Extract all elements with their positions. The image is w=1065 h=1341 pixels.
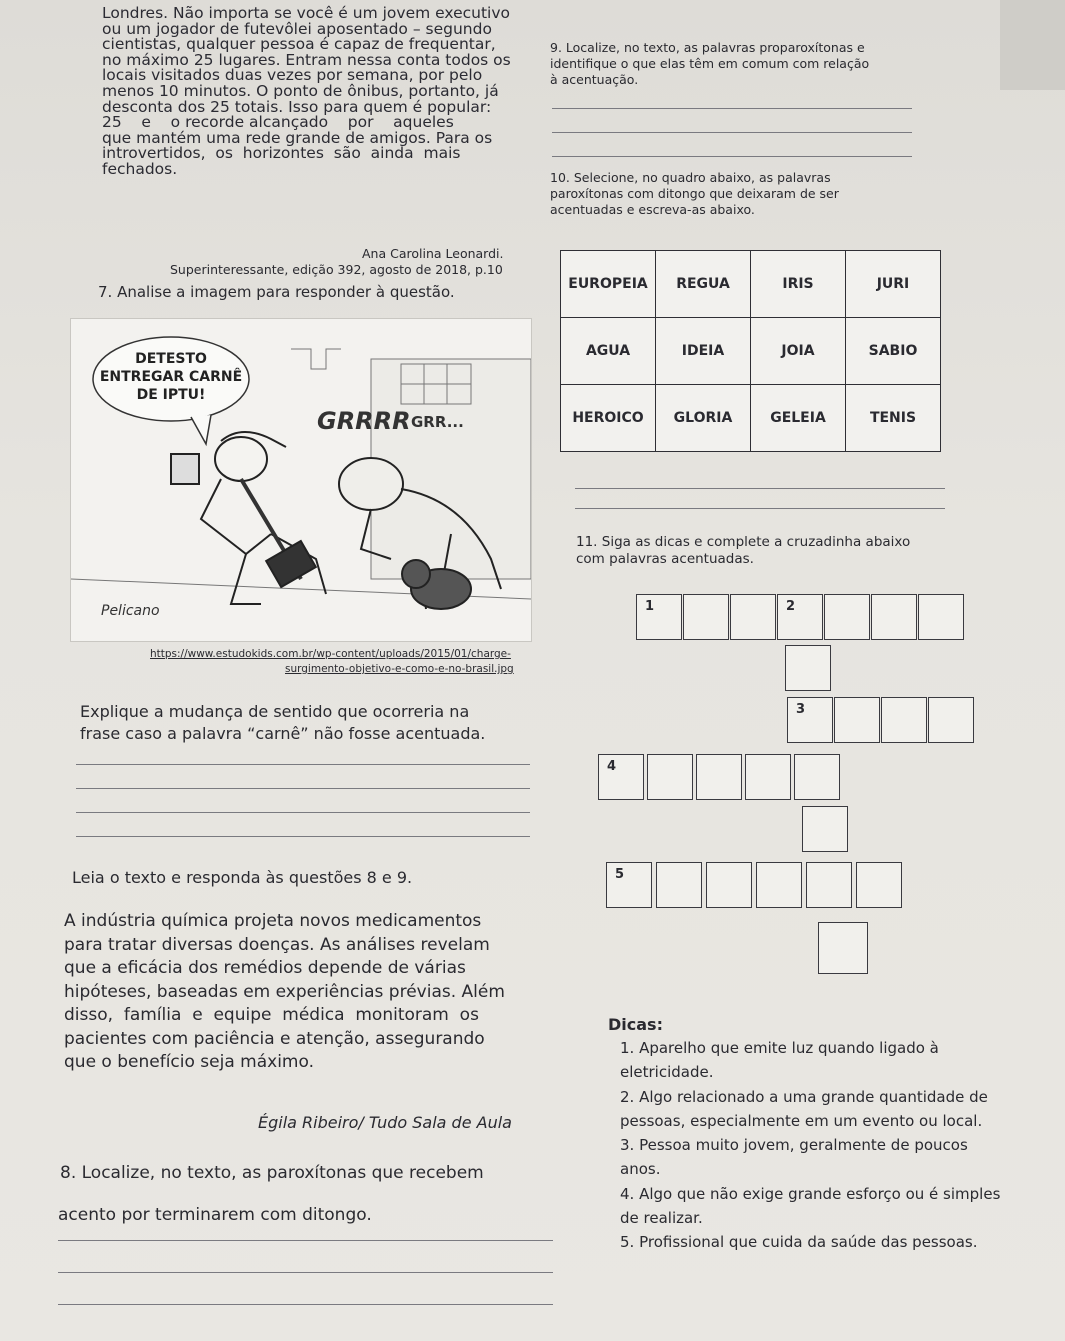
clue-number: 1 (645, 599, 655, 614)
answer-line[interactable] (552, 132, 912, 133)
word-cell[interactable]: SABIO (846, 318, 941, 385)
crossword-cell[interactable] (777, 594, 823, 640)
q11-line1: 11. Siga as dicas e complete a cruzadinha abaixo (576, 534, 911, 550)
cartoon-drawing (71, 319, 531, 641)
crossword-cell[interactable] (806, 862, 852, 908)
crossword-cell[interactable] (818, 922, 868, 974)
clue-line: anos. (620, 1160, 661, 1179)
clue-number: 4 (607, 759, 617, 774)
passage-line: menos 10 minutos. O ponto de ônibus, portanto, já (102, 81, 499, 100)
word-cell[interactable]: IDEIA (656, 318, 751, 385)
crossword-cell[interactable] (881, 697, 927, 743)
answer-line[interactable] (58, 1304, 553, 1305)
crossword-cell[interactable] (785, 645, 831, 691)
crossword-cell[interactable] (656, 862, 702, 908)
sticker-decoration (1000, 0, 1065, 90)
word-cell[interactable]: EUROPEIA (561, 251, 656, 318)
crossword-cell[interactable] (696, 754, 742, 800)
crossword-cell[interactable] (856, 862, 902, 908)
q7-question-line1: Explique a mudança de sentido que ocorreria na (80, 702, 470, 721)
word-cell[interactable]: JURI (846, 251, 941, 318)
passage-line: disso, família e equipe médica monitoram os (64, 1005, 479, 1025)
passage-line: que o benefício seja máximo. (64, 1052, 314, 1072)
crossword-cell[interactable] (802, 806, 848, 852)
passage-line: hipóteses, baseadas em experiências prévias. Além (64, 981, 505, 1002)
clue-number: 3 (796, 702, 806, 717)
crossword-cell[interactable] (834, 697, 880, 743)
answer-line[interactable] (552, 156, 912, 157)
crossword-cell[interactable] (647, 754, 693, 800)
clue-line: 1. Aparelho que emite luz quando ligado à (620, 1039, 939, 1057)
clue-line: eletricidade. (620, 1063, 714, 1082)
crossword-cell[interactable] (918, 594, 964, 640)
crossword-cell[interactable] (871, 594, 917, 640)
q10-line2: paroxítonas com ditongo que deixaram de ser (550, 186, 839, 201)
speech-line: DETESTO (135, 351, 207, 367)
crossword-cell[interactable] (606, 862, 652, 908)
passage-line: locais visitados duas vezes por semana, por pelo (102, 66, 483, 85)
answer-line[interactable] (76, 788, 530, 789)
word-row (561, 318, 941, 385)
growl-text: GRR... (411, 413, 464, 431)
mailman-figure (171, 432, 326, 604)
answer-line[interactable] (575, 508, 945, 509)
q7-question-line2: frase caso a palavra “carnê” não fosse acentuada. (80, 724, 486, 743)
passage-top (102, 6, 522, 178)
crossword-cell[interactable] (745, 754, 791, 800)
answer-line[interactable] (76, 836, 530, 837)
speech-line: ENTREGAR CARNÊ (99, 369, 243, 385)
crossword-cell[interactable] (706, 862, 752, 908)
answer-line[interactable] (58, 1240, 553, 1241)
q10-line3: acentuadas e escreva-as abaixo. (550, 202, 755, 217)
q9-line2: identifique o que elas têm em comum com relação (550, 56, 870, 71)
read-prompt: Leia o texto e responda às questões 8 e 9. (72, 868, 413, 887)
q11-line2: com palavras acentuadas. (576, 551, 754, 567)
passage-line: para tratar diversas doenças. As análises revelam (64, 934, 490, 955)
q9-line1: 9. Localize, no texto, as palavras proparoxítonas e (550, 40, 865, 55)
word-cell[interactable]: GELEIA (751, 385, 846, 452)
svg-text:Pelicano: Pelicano (101, 603, 160, 619)
answer-line[interactable] (552, 108, 912, 109)
clue-number: 2 (786, 599, 796, 614)
word-row (561, 251, 941, 318)
crossword-cell[interactable] (824, 594, 870, 640)
q9-line3: à acentuação. (550, 72, 639, 87)
passage-line: ou um jogador de futevôlei aposentado – segundo (102, 19, 492, 38)
crossword-cell[interactable] (794, 754, 840, 800)
clue-line: de realizar. (620, 1209, 703, 1228)
growl-text: GRRRR (317, 407, 411, 435)
clues-title: Dicas: (608, 1015, 663, 1034)
crossword-cell[interactable] (730, 594, 776, 640)
word-row (561, 385, 941, 452)
word-table (560, 250, 941, 452)
clue-line: 4. Algo que não exige grande esforço ou é simples (620, 1184, 1001, 1203)
passage-source: Superinteressante, edição 392, agosto de 2018, p.10 (170, 262, 503, 277)
cartoon-image (70, 318, 532, 642)
speech-line: DE IPTU! (136, 387, 206, 403)
clue-line: 5. Profissional que cuida da saúde das pessoas. (620, 1233, 978, 1252)
word-cell[interactable]: AGUA (561, 318, 656, 385)
q7-url-line1: https://www.estudokids.com.br/wp-content/uploads/2015/01/charge- (150, 648, 511, 660)
word-cell[interactable]: HEROICO (561, 385, 656, 452)
passage-two (64, 910, 544, 1075)
q8-line1: 8. Localize, no texto, as paroxítonas que recebem (60, 1163, 484, 1183)
q10-line1: 10. Selecione, no quadro abaixo, as palavras (550, 170, 831, 185)
passage-line: Londres. Não importa se você é um jovem executivo (102, 4, 511, 22)
clue-line: 3. Pessoa muito jovem, geralmente de poucos (620, 1136, 968, 1155)
answer-line[interactable] (76, 764, 530, 765)
q8-line2: acento por terminarem com ditongo. (58, 1205, 372, 1225)
crossword-cell[interactable] (756, 862, 802, 908)
answer-line[interactable] (575, 488, 945, 489)
crossword-cell[interactable] (928, 697, 974, 743)
crossword-cell[interactable] (683, 594, 729, 640)
passage-line: introvertidos, os horizontes são ainda mais (102, 144, 461, 163)
q7-prompt: 7. Analise a imagem para responder à questão. (98, 283, 455, 301)
passage-line: 25 e o recorde alcançado por aqueles (102, 113, 454, 132)
clue-line: 2. Algo relacionado a uma grande quantidade de (620, 1087, 988, 1106)
passage-line: pacientes com paciência e atenção, assegurando (64, 1028, 485, 1049)
passage-line: desconta dos 25 totais. Isso para quem é popular: (102, 97, 492, 116)
q7-url-line2: surgimento-objetivo-e-como-e-no-brasil.jpg (285, 663, 514, 675)
crossword-cell[interactable] (787, 697, 833, 743)
word-cell[interactable]: JOIA (751, 318, 846, 385)
passage-line: A indústria química projeta novos medicamentos (64, 911, 482, 931)
passage-line: cientistas, qualquer pessoa é capaz de frequentar, (102, 35, 496, 54)
crossword-cell[interactable] (598, 754, 644, 800)
passage-author: Ana Carolina Leonardi. (362, 246, 504, 261)
word-cell[interactable]: REGUA (656, 251, 751, 318)
word-cell[interactable]: IRIS (751, 251, 846, 318)
passage-two-author: Égila Ribeiro/ Tudo Sala de Aula (258, 1113, 512, 1132)
answer-line[interactable] (76, 812, 530, 813)
answer-line[interactable] (58, 1272, 553, 1273)
word-cell[interactable]: GLORIA (656, 385, 751, 452)
clue-line: pessoas, especialmente em um evento ou local. (620, 1111, 983, 1130)
word-cell[interactable]: TENIS (846, 385, 941, 452)
passage-line: no máximo 25 lugares. Entram nessa conta todos os (102, 50, 511, 69)
passage-line: fechados. (102, 159, 178, 178)
clues-list (620, 1036, 1050, 1255)
passage-line: que a eficácia dos remédios depende de várias (64, 958, 466, 978)
passage-line: que mantém uma rede grande de amigos. Para os (102, 128, 493, 147)
clue-number: 5 (615, 867, 625, 882)
crossword-cell[interactable] (636, 594, 682, 640)
